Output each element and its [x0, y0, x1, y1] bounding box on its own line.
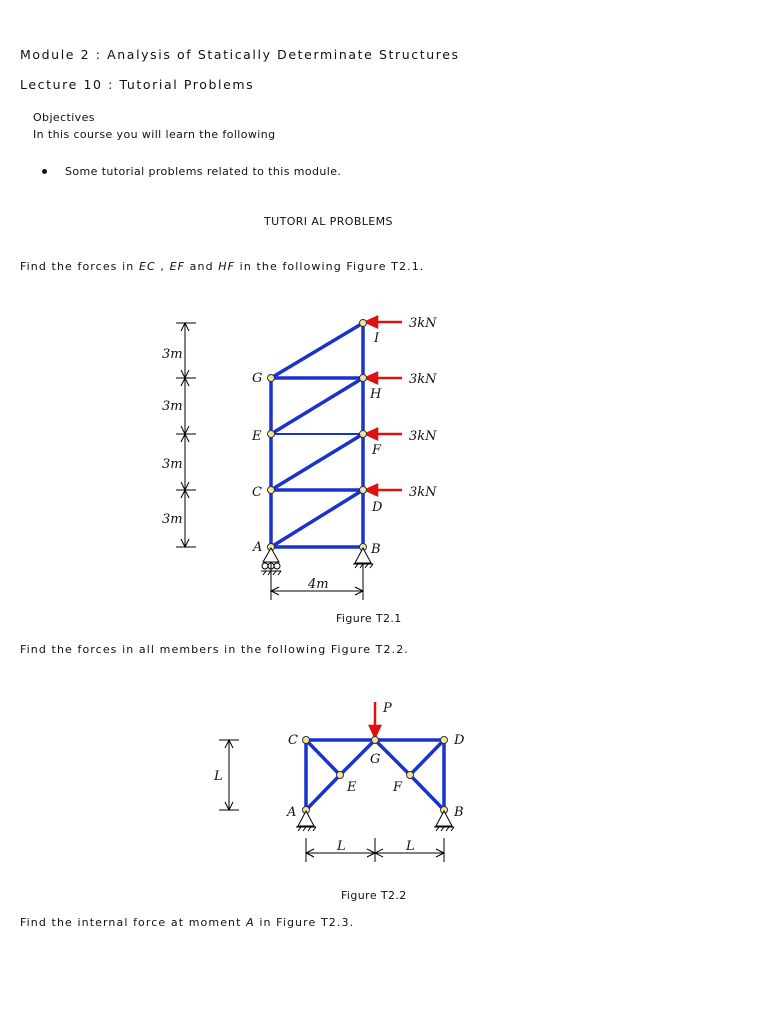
node-label-d: D	[372, 500, 383, 515]
support-a	[261, 548, 281, 575]
problem1-sep2: and	[185, 260, 219, 273]
problem3-text-after: in Figure T2.3.	[254, 916, 355, 929]
section-heading: TUTORI AL PROBLEMS	[264, 215, 393, 228]
objective-bullet-text: Some tutorial problems related to this module.	[65, 165, 342, 178]
figure2-members	[306, 740, 444, 810]
problem2-text: Find the forces in all members in the following Figure T2.2.	[20, 643, 409, 656]
node-label-a: A	[253, 540, 263, 555]
member-ef: EF	[169, 260, 186, 273]
figure1-caption: Figure T2.1	[336, 612, 402, 625]
problem3-text	[20, 916, 354, 929]
height-label-4: 3m	[162, 512, 183, 527]
member-ec: EC	[138, 260, 156, 273]
objectives-intro: In this course you will learn the following	[33, 128, 276, 141]
figure2-load-arrow	[370, 702, 380, 737]
load-label-f: 3kN	[409, 429, 437, 444]
node-label-f: F	[372, 443, 382, 458]
figure2-caption: Figure T2.2	[341, 889, 407, 902]
height-label-1: 3m	[162, 347, 183, 362]
figure2-joint-nodes	[303, 737, 448, 814]
module-title: Module 2 : Analysis of Statically Determinate Structures	[20, 47, 460, 62]
node-label-c2: C	[288, 733, 298, 748]
objectives-heading: Objectives	[33, 111, 95, 124]
node-label-g: G	[252, 371, 263, 386]
figure2-supports	[296, 811, 454, 831]
node-label-e2: E	[347, 780, 357, 795]
node-label-f2: F	[393, 780, 403, 795]
load-label-h: 3kN	[409, 372, 437, 387]
node-label-e: E	[252, 429, 262, 444]
span-label-1: L	[337, 839, 346, 854]
load-label-i: 3kN	[409, 316, 437, 331]
load-label-d: 3kN	[409, 485, 437, 500]
height-label-3: 3m	[162, 457, 183, 472]
problem3-text-before: Find the internal force at moment	[20, 916, 247, 929]
node-label-a2: A	[287, 805, 297, 820]
node-label-b: B	[371, 542, 381, 557]
node-label-d2: D	[454, 733, 465, 748]
height-label-l: L	[214, 769, 223, 784]
node-label-c: C	[252, 485, 262, 500]
width-label: 4m	[308, 577, 329, 592]
problem1-text-before: Find the forces in	[20, 260, 139, 273]
load-arrows	[366, 317, 402, 495]
span-label-2: L	[406, 839, 415, 854]
load-label-p: P	[383, 701, 392, 716]
node-label-b2: B	[454, 805, 464, 820]
figure-t2-2	[213, 701, 465, 862]
problem1-sep1: ,	[155, 260, 170, 273]
figure1-labels	[162, 316, 437, 592]
point-a: A	[246, 916, 255, 929]
member-hf: HF	[218, 260, 236, 273]
height-label-2: 3m	[162, 399, 183, 414]
node-label-h: H	[370, 387, 382, 402]
lecture-title: Lecture 10 : Tutorial Problems	[20, 77, 255, 92]
node-label-g2: G	[370, 752, 381, 767]
node-label-i: I	[374, 331, 380, 346]
truss-members	[271, 323, 363, 547]
problem1-text-after: in the following Figure T2.1.	[235, 260, 425, 273]
